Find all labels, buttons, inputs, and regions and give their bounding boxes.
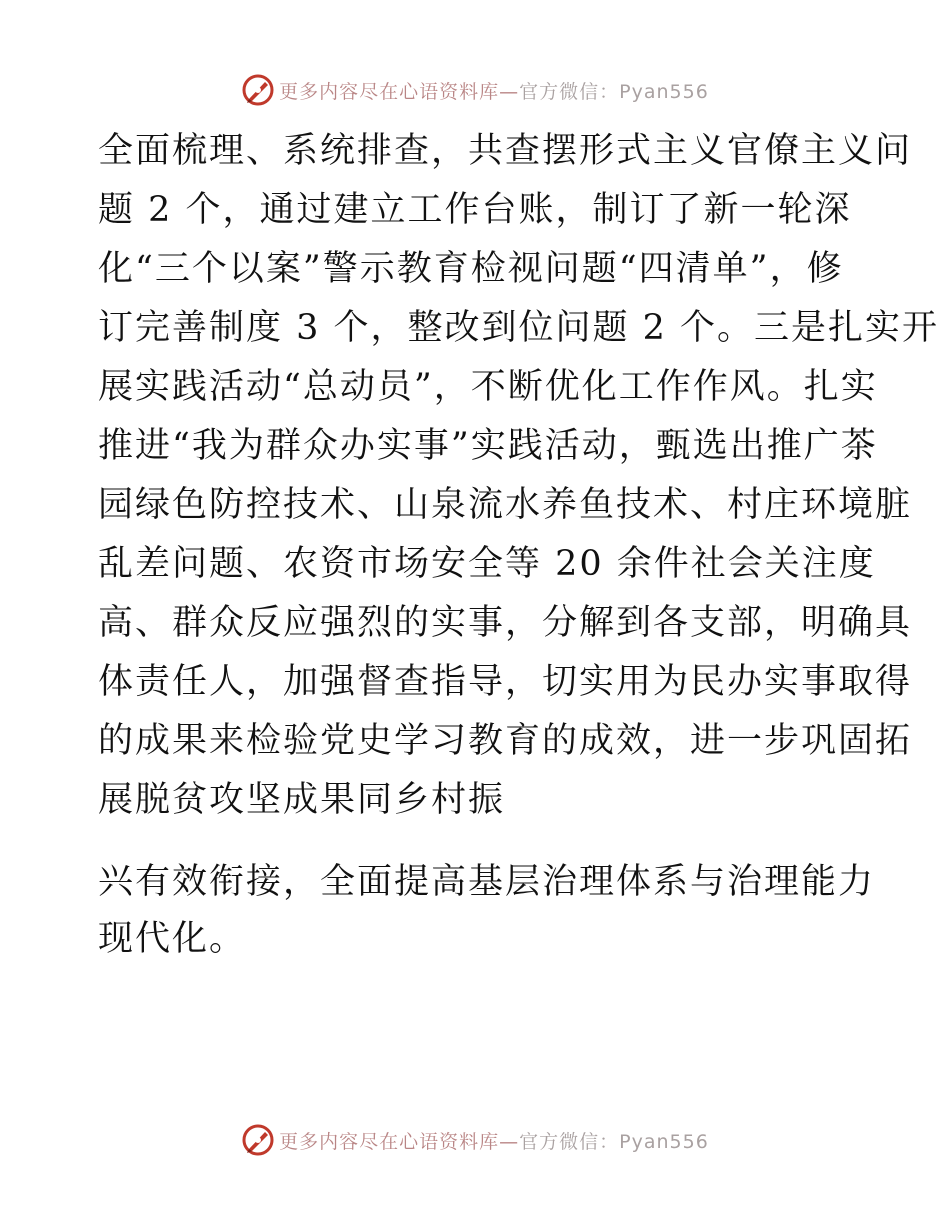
- text-line: 现代化。: [98, 919, 247, 959]
- pen-logo-icon: [241, 1123, 275, 1157]
- text-line: 订完善制度 3 个，整改到位问题 2 个。三是扎实开: [98, 308, 940, 348]
- text-line: 题 2 个，通过建立工作台账，制订了新一轮深: [98, 190, 852, 230]
- banner-main-text: 更多内容尽在心语资料库: [279, 80, 500, 103]
- text-line: 全面梳理、系统排查，共查摆形式主义官僚主义问: [98, 131, 913, 171]
- text-line: 高、群众反应强烈的实事，分解到各支部，明确具: [98, 603, 913, 643]
- text-line: 化“三个以案”警示教育检视问题“四清单”，修: [98, 249, 844, 289]
- text-line: 乱差问题、农资市场安全等 20 余件社会关注度: [98, 544, 876, 584]
- header-watermark-banner: [0, 70, 950, 110]
- banner-wechat-text: 官方微信：Pyan556: [519, 80, 709, 103]
- text-line: 园绿色防控技术、山泉流水养鱼技术、村庄环境脏: [98, 485, 913, 525]
- text-line: 推进“我为群众办实事”实践活动，甄选出推广茶: [98, 426, 878, 466]
- banner-main-text: 更多内容尽在心语资料库: [279, 1130, 500, 1153]
- paragraph-gap: [98, 830, 858, 854]
- banner-dash: —: [499, 1130, 520, 1153]
- text-line: 兴有效衔接，全面提高基层治理体系与治理能力: [98, 862, 876, 902]
- document-body: [98, 122, 940, 968]
- text-line: 体责任人，加强督查指导，切实用为民办实事取得: [98, 662, 913, 702]
- text-line: 展实践活动“总动员”，不断优化工作作风。扎实: [98, 367, 878, 407]
- text-line: 展脱贫攻坚成果同乡村振: [98, 780, 506, 820]
- pen-logo-icon: [241, 73, 275, 107]
- banner-wechat-text: 官方微信：Pyan556: [519, 1130, 709, 1153]
- footer-watermark-banner: [0, 1120, 950, 1160]
- text-line: 的成果来检验党史学习教育的成效，进一步巩固拓: [98, 721, 913, 761]
- banner-dash: —: [499, 80, 520, 103]
